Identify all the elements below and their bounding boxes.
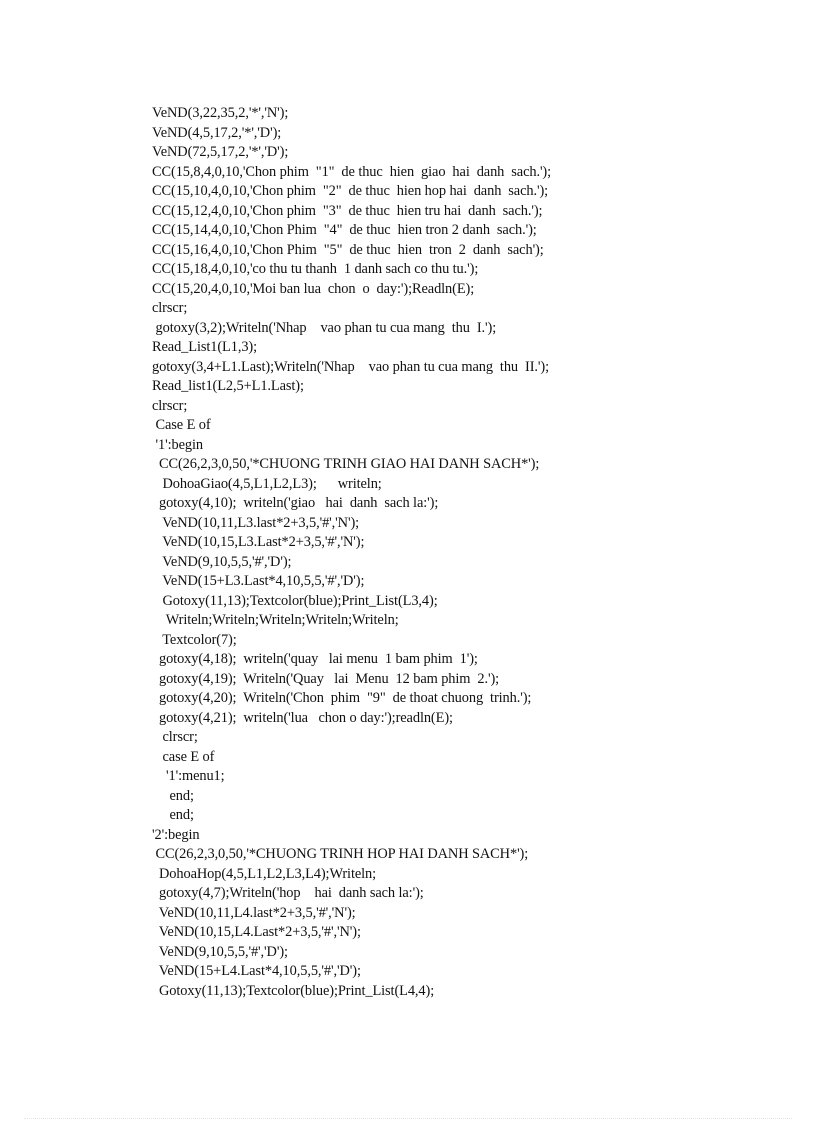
code-line: clrscr; [152,729,198,745]
code-line: Case E of [152,417,211,433]
code-line: VeND(15+L3.Last*4,10,5,5,'#','D'); [152,573,365,589]
code-line: gotoxy(4,7);Writeln('hop hai danh sach la:'); [152,885,424,901]
code-line: VeND(10,15,L4.Last*2+3,5,'#','N'); [152,924,361,940]
code-line: CC(15,18,4,0,10,'co thu tu thanh 1 danh sach co thu tu.'); [152,261,479,277]
code-line: CC(15,20,4,0,10,'Moi ban lua chon o day:');Readln(E); [152,280,475,297]
code-line: Gotoxy(11,13);Textcolor(blue);Print_List(L3,4); [152,592,438,609]
code-line: CC(26,2,3,0,50,'*CHUONG TRINH HOP HAI DANH SACH*'); [152,846,529,862]
code-line: gotoxy(4,21); writeln('lua chon o day:');readln(E); [152,709,453,726]
code-line: gotoxy(4,18); writeln('quay lai menu 1 bam phim 1'); [152,651,478,667]
code-line: VeND(10,11,L3.last*2+3,5,'#','N'); [152,514,360,531]
code-line: '1':menu1; [152,768,225,784]
code-line: clrscr; [152,397,188,414]
code-line: '1':begin [152,436,203,453]
code-line: case E of [152,748,215,765]
code-line: clrscr; [152,300,188,316]
code-line: Gotoxy(11,13);Textcolor(blue);Print_List(L4,4); [152,982,435,999]
code-line: CC(15,10,4,0,10,'Chon phim "2" de thuc hien hop hai danh sach.'); [152,183,549,199]
code-line: Textcolor(7); [152,631,237,648]
code-line: Writeln;Writeln;Writeln;Writeln;Writeln; [152,612,399,628]
code-line: CC(15,14,4,0,10,'Chon Phim "4" de thuc hien tron 2 danh sach.'); [152,222,537,238]
code-line: gotoxy(4,10); writeln('giao hai danh sach la:'); [152,495,439,511]
code-line: VeND(3,22,35,2,'*','N'); [152,105,289,121]
code-line: Read_List1(L1,3); [152,339,258,355]
code-line: gotoxy(4,19); Writeln('Quay lai Menu 12 bam phim 2.'); [152,670,500,687]
code-line: gotoxy(3,4+L1.Last);Writeln('Nhap vao phan tu cua mang thu II.'); [152,358,549,375]
code-line: gotoxy(4,20); Writeln('Chon phim "9" de thoat chuong trinh.'); [152,690,532,706]
code-line: end; [152,787,194,804]
code-line: VeND(10,15,L3.Last*2+3,5,'#','N'); [152,534,365,550]
code-line: CC(15,12,4,0,10,'Chon phim "3" de thuc hien tru hai danh sach.'); [152,202,543,219]
code-line: '2':begin [152,826,200,843]
page-bottom-edge [24,1118,792,1119]
code-line: CC(15,8,4,0,10,'Chon phim "1" de thuc hien giao hai danh sach.'); [152,163,552,180]
code-line: DohoaHop(4,5,L1,L2,L3,L4);Writeln; [152,865,377,882]
code-line: CC(26,2,3,0,50,'*CHUONG TRINH GIAO HAI DANH SACH*'); [152,456,540,472]
code-line: end; [152,807,194,823]
code-listing [152,104,772,1001]
code-line: Read_list1(L2,5+L1.Last); [152,378,304,394]
code-line: DohoaGiao(4,5,L1,L2,L3); writeln; [152,475,382,492]
code-line: VeND(4,5,17,2,'*','D'); [152,124,282,141]
code-line: gotoxy(3,2);Writeln('Nhap vao phan tu cua mang thu I.'); [152,319,497,336]
code-line: CC(15,16,4,0,10,'Chon Phim "5" de thuc hien tron 2 danh sach'); [152,241,544,258]
code-line: VeND(72,5,17,2,'*','D'); [152,144,289,160]
code-line: VeND(9,10,5,5,'#','D'); [152,553,292,570]
code-line: VeND(10,11,L4.last*2+3,5,'#','N'); [152,904,356,921]
code-line: VeND(15+L4.Last*4,10,5,5,'#','D'); [152,963,361,979]
code-line: VeND(9,10,5,5,'#','D'); [152,943,288,960]
